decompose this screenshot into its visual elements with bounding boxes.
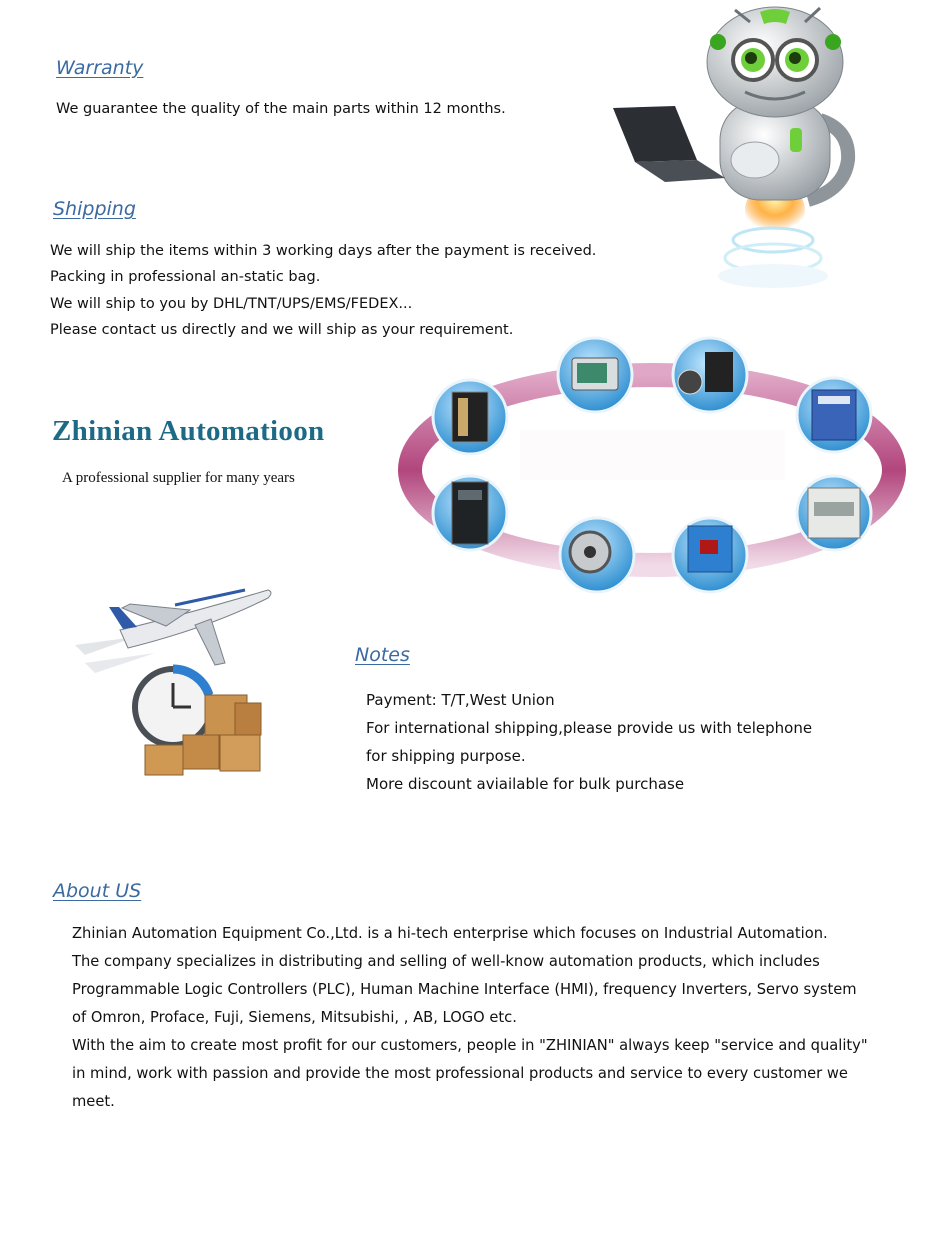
about-line: With the aim to create most profit for our customers, people in "ZHINIAN" always keep "service and quality" [72, 1037, 868, 1054]
about-heading: About US [53, 880, 142, 902]
about-line: Zhinian Automation Equipment Co.,Ltd. is a hi-tech enterprise which focuses on Industrial Automation. [72, 925, 828, 942]
shipping-illustration [75, 585, 275, 780]
product-ring-illustration [400, 330, 905, 605]
product-bubble [558, 338, 632, 412]
brand-tagline: A professional supplier for many years [62, 470, 295, 486]
warranty-line: We guarantee the quality of the main parts within 12 months. [56, 101, 506, 117]
notes-line: More discount aviailable for bulk purchase [366, 775, 685, 793]
shipping-line: We will ship the items within 3 working days after the payment is received. [50, 243, 597, 259]
product-bubble [797, 378, 871, 452]
warranty-heading: Warranty [56, 57, 144, 79]
robot-laptop-illustration [605, 0, 865, 295]
warranty-text [56, 100, 506, 118]
about-text [72, 920, 868, 1116]
shipping-line: Please contact us directly and we will ship as your requirement. [50, 321, 514, 338]
airplane-icon [75, 590, 271, 673]
about-line: meet. [72, 1093, 115, 1110]
shipping-line: We will ship to you by DHL/TNT/UPS/EMS/FEDEX... [50, 295, 413, 312]
product-bubble [797, 476, 871, 550]
notes-line: For international shipping,please provide us with telephone [366, 719, 813, 737]
about-line: The company specializes in distributing and selling of well-know automation products, which includes [72, 953, 820, 970]
notes-text [366, 686, 812, 798]
product-bubble [433, 380, 507, 454]
notes-line: for shipping purpose. [366, 747, 526, 765]
brand-name: Zhinian Automatioon [52, 415, 325, 447]
shipping-line: Packing in professional an-static bag. [50, 269, 321, 286]
about-line: of Omron, Proface, Fuji, Siemens, Mitsubishi, , AB, LOGO etc. [72, 1009, 517, 1026]
product-bubble [673, 338, 747, 412]
about-line: Programmable Logic Controllers (PLC), Human Machine Interface (HMI), frequency Inverters, Servo system [72, 981, 857, 998]
notes-line: Payment: T/T,West Union [366, 691, 555, 709]
product-bubble [560, 518, 634, 592]
about-line: in mind, work with passion and provide the most professional products and service to every customer we [72, 1065, 848, 1082]
shipping-text [50, 238, 596, 343]
shipping-heading: Shipping [53, 198, 136, 220]
product-bubble [433, 476, 507, 550]
clock-icon [135, 669, 211, 745]
product-bubble [673, 518, 747, 592]
notes-heading: Notes [355, 644, 410, 666]
